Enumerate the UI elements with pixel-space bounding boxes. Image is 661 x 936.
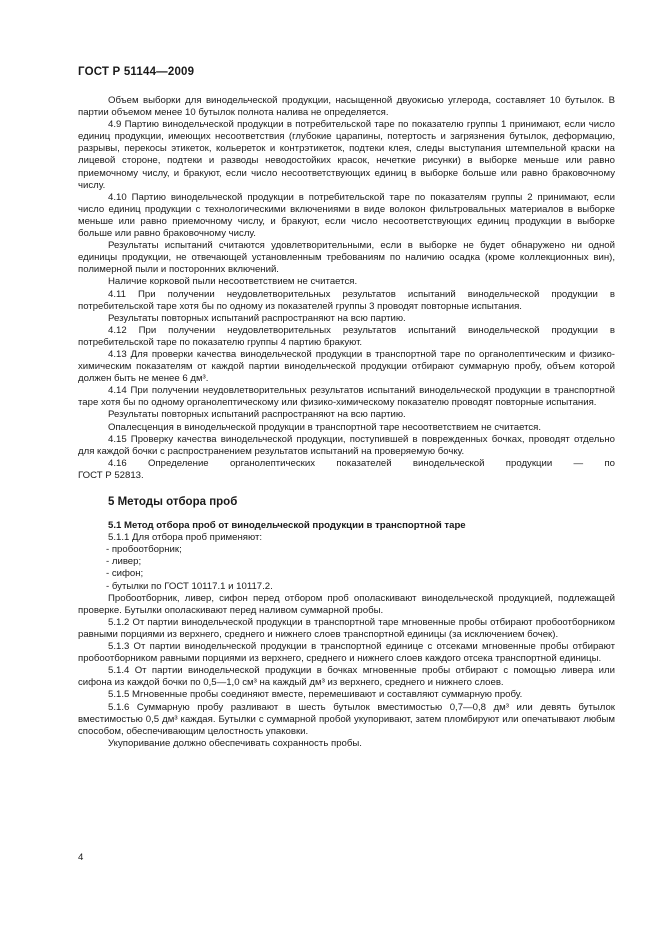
paragraph: 4.10 Партию винодельческой продукции в потребительской таре по показателям группы 2 принимают, если число единиц продукции с технологическими включениями в виде волокон фильтровальных материалов в выборке меньше или равно приемочному числу, и бракуют, если число несоответствующих единиц продукции в выборке больше или равно браковочному числу. [78, 191, 615, 240]
paragraph: Объем выборки для винодельческой продукции, насыщенной двуокисью углерода, составляет 10 бутылок. В партии объемом менее 10 бутылок полнота налива не определяется. [78, 95, 615, 119]
paragraph-416-line1: 4.16 Определение органолептических показателей винодельческой продукции — по [108, 457, 615, 469]
paragraph: 5.1.1 Для отбора проб применяют: [108, 532, 263, 544]
paragraph: 5.1.6 Суммарную пробу разливают в шесть бутылок вместимостью 0,7—0,8 дм³ или девять бутылок вместимостью 0,5 дм³ каждая. Бутылки с суммарной пробой укупоривают, затем пломбируют или опечатывают любым способом, обеспечивающим целостность упаковки. [78, 701, 615, 737]
paragraph: 4.13 Для проверки качества винодельческой продукции в транспортной таре по органолептическим и физико-химическим показателям от каждой партии винодельческой продукции отбирают суммарную пробу, объем которой должен быть не менее 6 дм³. [78, 348, 615, 385]
paragraph: Результаты повторных испытаний распространяют на всю партию. [108, 409, 406, 421]
list-item: - бутылки по ГОСТ 10117.1 и 10117.2. [106, 580, 273, 592]
paragraph: Наличие корковой пыли несоответствием не считается. [108, 276, 358, 288]
paragraph: 4.11 При получении неудовлетворительных результатов испытаний винодельческой продукции в потребительской таре хотя бы по одному из показателей группы 3 проводят повторные испытания. [78, 288, 615, 312]
document-header: ГОСТ Р 51144—2009 [78, 66, 195, 78]
paragraph: Пробоотборник, ливер, сифон перед отбором проб ополаскивают винодельческой продукцией, подлежащей проверке. Бутылки ополаскивают перед наливом суммарной пробы. [78, 592, 615, 616]
page-number: 4 [78, 852, 84, 863]
section-5-title: 5 Методы отбора проб [108, 496, 238, 508]
paragraph: 5.1.5 Мгновенные пробы соединяют вместе, перемешивают и составляют суммарную пробу. [108, 689, 523, 701]
list-item: - сифон; [106, 568, 144, 580]
document-body [78, 95, 615, 750]
paragraph: 4.12 При получении неудовлетворительных результатов испытаний винодельческой продукции в потребительской таре по показателю группы 4 партию бракуют. [78, 324, 615, 348]
paragraph: 4.9 Партию винодельческой продукции в потребительской таре по показателю группы 1 принимают, если число единиц продукции, имеющих несоответствия (глубокие царапины, потертость и загрязнения бутылок, деформацию, разрывы, перекосы этикеток, кольереток и контрэтикеток, подтеки клея, следы выступания штемпельной краски на лицевой стороне, подтеки и разводы неводостойких красок, нечеткие рисунки) в выборке меньше или равно приемочному числу, и бракуют, если число несоответствующих единиц в выборке больше или равно браковочному числу. [78, 119, 615, 191]
paragraph: Результаты повторных испытаний распространяют на всю партию. [108, 312, 406, 324]
paragraph: Опалесценция в винодельческой продукции в транспортной таре несоответствием не считается. [108, 421, 542, 433]
paragraph: 5.1.4 От партии винодельческой продукции в бочках мгновенные пробы отбирают с помощью ливера или сифона из каждой бочки по 0,5—1,0 см³ на каждый дм³ из верхнего, среднего и нижнего слоев. [78, 665, 615, 689]
list-item: - ливер; [106, 556, 142, 568]
paragraph: 4.15 Проверку качества винодельческой продукции, поступившей в поврежденных бочках, проводят отдельно для каждой бочки с распространением результатов испытаний на проверяемую бочку. [78, 433, 615, 457]
paragraph: 5.1.2 От партии винодельческой продукции в транспортной таре мгновенные пробы отбирают пробоотборником равными порциями из верхнего, среднего и нижнего слоев транспортной единицы (за исключением бочек). [78, 616, 615, 640]
subsection-5-1-title: 5.1 Метод отбора проб от винодельческой продукции в транспортной таре [108, 520, 466, 532]
list-item: - пробоотборник; [106, 544, 182, 556]
paragraph: Укупоривание должно обеспечивать сохранность пробы. [108, 737, 362, 749]
paragraph-416-line2: ГОСТ Р 52813. [78, 469, 144, 481]
paragraph: Результаты испытаний считаются удовлетворительными, если в выборке не будет обнаружено ни одной единицы продукции, не отвечающей установленным требованиям по наличию осадка (кроме коллекционных вин), полимерной пыли и посторонних включений. [78, 240, 615, 276]
paragraph: 4.14 При получении неудовлетворительных результатов испытаний винодельческой продукции в транспортной таре хотя бы по одному органолептическому или физико-химическому показателю проводят повторные испытания. [78, 385, 615, 409]
paragraph: 5.1.3 От партии винодельческой продукции в транспортной единице с отсеками мгновенные пробы отбирают пробоотборником равными порциями из верхнего, среднего и нижнего слоев каждого отсека транспортной единицы. [78, 641, 615, 665]
